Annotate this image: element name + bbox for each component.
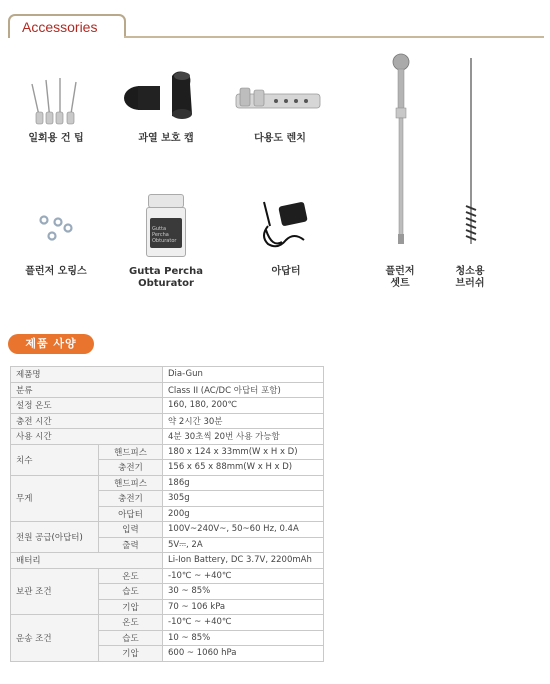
bottle-label-text: Gutta Percha Obturator [152, 226, 177, 244]
spec-value: Class II (AC/DC 아답터 포함) [163, 382, 324, 398]
label-multi-wrench: 다용도 렌치 [254, 133, 306, 144]
spec-row [11, 522, 324, 538]
heat-protection-cap-image [120, 66, 210, 122]
spec-value: 10 ~ 85% [163, 630, 324, 646]
plunger-set-image [384, 52, 418, 248]
adapter-image [258, 196, 314, 252]
accessories-header [8, 14, 544, 38]
spec-value: 4분 30초씩 20번 사용 가능함 [163, 429, 324, 445]
spec-row [11, 553, 324, 569]
spec-sub-label: 기압 [99, 646, 163, 662]
spec-sub-label: 온도 [99, 568, 163, 584]
spec-value: 70 ~ 106 kPa [163, 599, 324, 615]
spec-value: 186g [163, 475, 324, 491]
disposable-gun-tips-image [24, 72, 88, 128]
spec-row [11, 413, 324, 429]
spec-label: 사용 시간 [11, 429, 163, 445]
spec-value: 160, 180, 200℃ [163, 398, 324, 414]
spec-title: 제품 사양 [8, 334, 94, 354]
spec-value: Li-Ion Battery, DC 3.7V, 2200mAh [163, 553, 324, 569]
spec-sub-label: 아답터 [99, 506, 163, 522]
spec-row [11, 444, 324, 460]
spec-value: -10℃ ~ +40℃ [163, 615, 324, 631]
spec-value: 5V⎓, 2A [163, 537, 324, 553]
spec-sub-label: 온도 [99, 615, 163, 631]
label-gutta-percha-obturator: Gutta Percha Obturator [129, 266, 203, 289]
accessories-tab [8, 14, 126, 38]
spec-value: 200g [163, 506, 324, 522]
spec-label: 설정 온도 [11, 398, 163, 414]
spec-row [11, 367, 324, 383]
spec-sub-label: 출력 [99, 537, 163, 553]
cleaning-brush-image [460, 56, 482, 252]
spec-sub-label: 충전기 [99, 491, 163, 507]
header-divider [124, 36, 544, 38]
spec-label: 분류 [11, 382, 163, 398]
obturator-bottle [146, 194, 186, 258]
spec-label: 배터리 [11, 553, 163, 569]
spec-value: 600 ~ 1060 hPa [163, 646, 324, 662]
label-adapter: 아답터 [271, 266, 301, 277]
accessories-title: Accessories [22, 19, 98, 35]
spec-row [11, 615, 324, 631]
spec-value: 약 2시간 30분 [163, 413, 324, 429]
spec-sub-label: 습도 [99, 584, 163, 600]
label-plunger-set: 플런저 셋트 [385, 266, 415, 289]
spec-value: Dia-Gun [163, 367, 324, 383]
spec-group-label: 운송 조건 [11, 615, 99, 662]
spec-row [11, 382, 324, 398]
spec-group-label: 치수 [11, 444, 99, 475]
spec-value: 30 ~ 85% [163, 584, 324, 600]
spec-group-label: 전원 공급(아답터) [11, 522, 99, 553]
spec-value: 180 x 124 x 33mm(W x H x D) [163, 444, 324, 460]
spec-sub-label: 핸드피스 [99, 475, 163, 491]
label-plunger-o-rings: 플런저 오링스 [25, 266, 87, 277]
label-cleaning-brush: 청소용 브러쉬 [455, 266, 485, 289]
multi-wrench-image [232, 86, 324, 114]
spec-value: 156 x 65 x 88mm(W x H x D) [163, 460, 324, 476]
spec-row [11, 429, 324, 445]
spec-row [11, 398, 324, 414]
spec-label: 제품명 [11, 367, 163, 383]
spec-group-label: 보관 조건 [11, 568, 99, 615]
spec-value: 305g [163, 491, 324, 507]
spec-group-label: 무게 [11, 475, 99, 522]
spec-sub-label: 기압 [99, 599, 163, 615]
spec-value: -10℃ ~ +40℃ [163, 568, 324, 584]
plunger-o-rings-image [34, 212, 78, 246]
spec-sub-label: 충전기 [99, 460, 163, 476]
spec-table [10, 366, 324, 662]
spec-sub-label: 핸드피스 [99, 444, 163, 460]
spec-label: 충전 시간 [11, 413, 163, 429]
spec-sub-label: 습도 [99, 630, 163, 646]
label-heat-protection-cap: 과열 보호 캡 [138, 133, 194, 144]
spec-row [11, 568, 324, 584]
label-disposable-gun-tips: 일회용 건 팁 [28, 133, 84, 144]
spec-value: 100V~240V~, 50~60 Hz, 0.4A [163, 522, 324, 538]
spec-row [11, 475, 324, 491]
spec-sub-label: 입력 [99, 522, 163, 538]
